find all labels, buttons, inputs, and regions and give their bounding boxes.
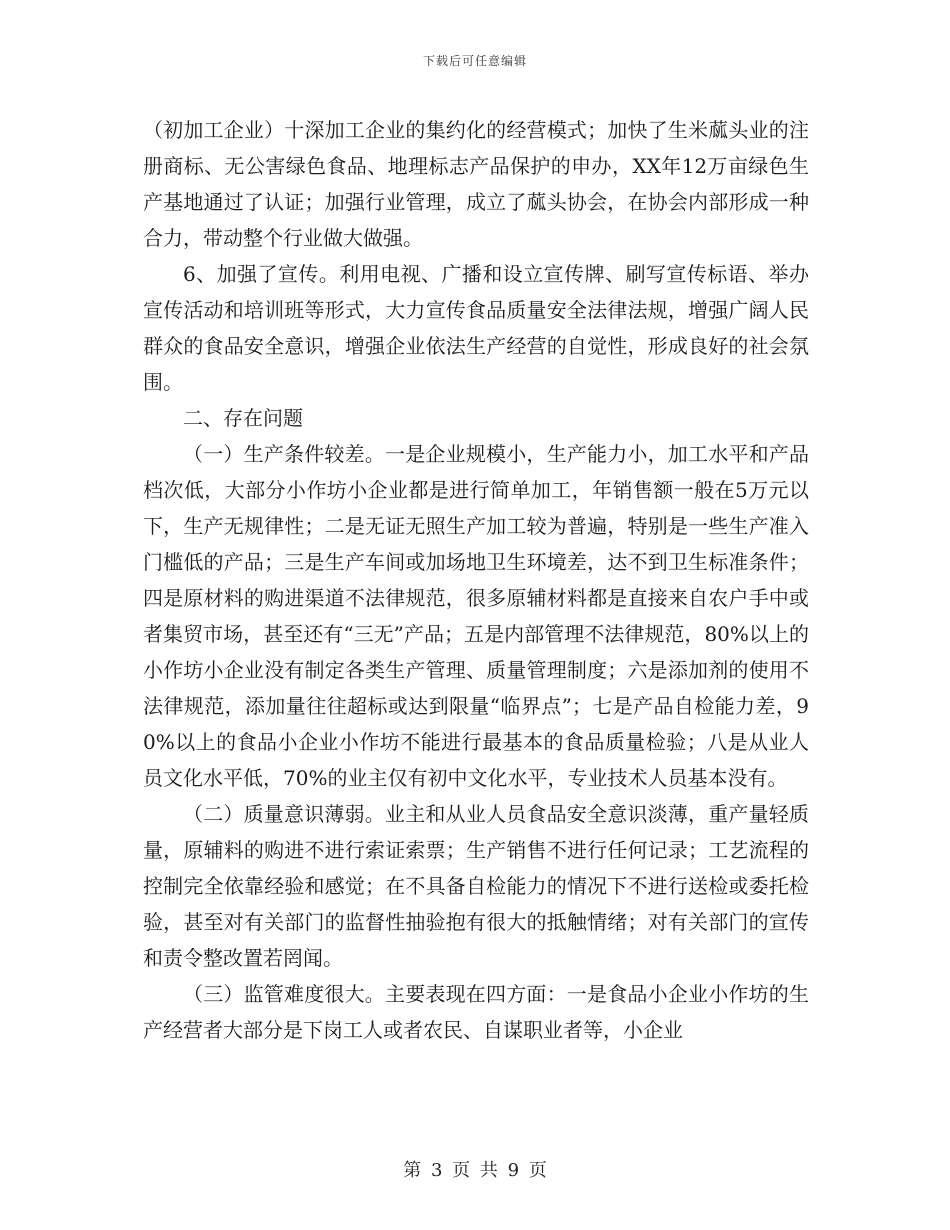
document-body: [143, 112, 809, 1048]
section-heading-problems: 二、存在问题: [183, 406, 303, 430]
paragraph-supervision-difficulty: （三）监管难度很大。主要表现在四方面：一是食品小企业小作坊的生产经营者大部分是下岗工人或者农民、自谋职业者等，小企业: [143, 982, 809, 1042]
paragraph-production-conditions: （一）生产条件较差。一是企业规模小，生产能力小，加工水平和产品档次低，大部分小作坊小企业都是进行简单加工，年销售额一般在5万元以下，生产无规律性；二是无证无照生产加工较为普遍，特别是一些生产准入门槛低的产品；三是生产车间或加场地卫生环境差，达不到卫生标准条件；四是原材料的购进渠道不法律规范，很多原辅材料都是直接来自农户手中或者集贸市场，甚至还有“三无”产品；五是内部管理不法律规范，80%以上的小作坊小企业没有制定各类生产管理、质量管理制度；六是添加剂的使用不法律规范，添加量往往超标或达到限量“临界点”；七是产品自检能力差，90%以上的食品小企业小作坊不能进行最基本的食品质量检验；八是从业人员文化水平低，70%的业主仅有初中文化水平，专业技术人员基本没有。: [143, 442, 809, 790]
paragraph-quality-awareness: （二）质量意识薄弱。业主和从业人员食品安全意识淡薄，重产量轻质量，原辅料的购进不进行索证索票；生产销售不进行任何记录；工艺流程的控制完全依靠经验和感觉；在不具备自检能力的情况下不进行送检或委托检验，甚至对有关部门的监督性抽验抱有很大的抵触情绪；对有关部门的宣传和责令整改置若罔闻。: [143, 802, 809, 970]
page-footer: 第 3 页 共 9 页: [403, 1160, 547, 1181]
paragraph-publicity: 6、加强了宣传。利用电视、广播和设立宣传牌、刷写宣传标语、举办宣传活动和培训班等形式，大力宣传食品质量安全法律法规，增强广阔人民群众的食品安全意识，增强企业依法生产经营的自觉性，形成良好的社会氛围。: [143, 262, 809, 394]
paragraph-continuation: （初加工企业）十深加工企业的集约化的经营模式；加快了生米蓏头业的注册商标、无公害绿色食品、地理标志产品保护的申办，XX年12万亩绿色生产基地通过了认证；加强行业管理，成立了蓏头协会，在协会内部形成一种合力，带动整个行业做大做强。: [143, 118, 809, 250]
page-header: 下载后可任意编辑: [422, 54, 527, 68]
